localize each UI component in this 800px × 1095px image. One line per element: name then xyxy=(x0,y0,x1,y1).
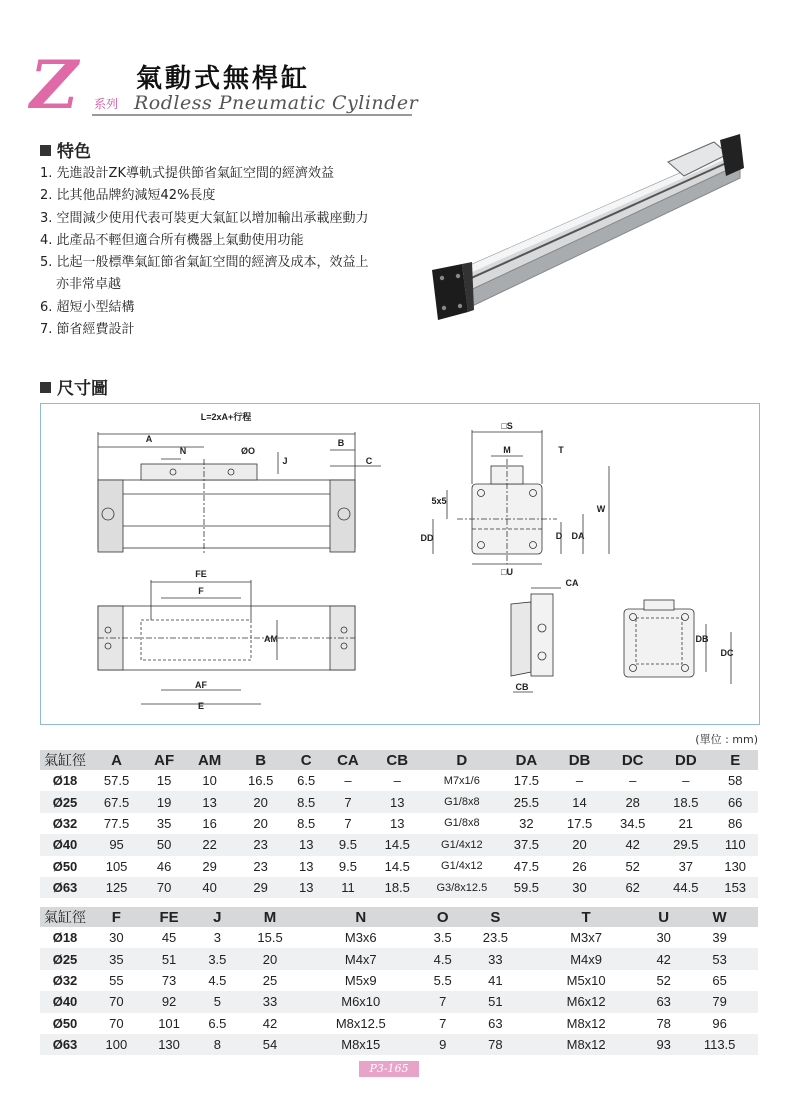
table-header-cell: FE xyxy=(143,907,196,927)
table-cell: M6x12 xyxy=(526,991,646,1012)
table-cell: 40 xyxy=(185,877,234,898)
table-cell: 44.5 xyxy=(659,877,712,898)
table-header-cell: CA xyxy=(325,750,371,770)
table-cell: – xyxy=(344,773,352,789)
table-cell: 6.5 xyxy=(297,773,316,789)
table-header-cell: N xyxy=(301,907,421,927)
table-cell: 79 xyxy=(681,991,758,1012)
dim-label-M: M xyxy=(503,445,511,455)
table-cell: 55 xyxy=(109,972,124,988)
table-row xyxy=(40,991,758,1012)
dim-label-L: L=2xA+行程 xyxy=(200,412,252,422)
table-row xyxy=(40,927,758,948)
table-cell: 11 xyxy=(325,877,371,898)
dimension-drawing xyxy=(40,403,760,725)
table-cell: 101 xyxy=(158,1015,180,1031)
table-cell: 14 xyxy=(553,791,606,812)
bore-size-cell: Ø18 xyxy=(52,930,78,946)
table-cell: 16.5 xyxy=(248,773,274,789)
table-header-cell: U xyxy=(646,907,681,927)
table-cell: 9 xyxy=(421,1034,465,1055)
table-row xyxy=(40,856,758,877)
table-cell: 100 xyxy=(90,1034,143,1055)
table-cell: 54 xyxy=(239,1034,300,1055)
dim-label-A: A xyxy=(145,434,153,444)
table-cell: 77.5 xyxy=(103,815,130,831)
table-cell: 29.5 xyxy=(659,834,712,855)
table-header-cell: AM xyxy=(185,750,234,770)
table-cell: 70 xyxy=(90,991,143,1012)
table-cell: 63 xyxy=(488,1015,503,1031)
table-cell: 153 xyxy=(712,877,758,898)
table-row xyxy=(40,1034,758,1055)
feature-item: 6. 超短小型結構 xyxy=(40,299,135,315)
header-divider xyxy=(92,114,412,116)
table-cell: 33 xyxy=(239,991,300,1012)
table-cell: 26 xyxy=(572,858,587,874)
table-cell: 53 xyxy=(681,948,758,969)
table-cell: 58 xyxy=(727,773,743,789)
table-cell: 30 xyxy=(553,877,606,898)
feature-item: 2. 比其他品牌約減短42%長度 xyxy=(40,188,216,204)
table-cell: 7 xyxy=(325,791,371,812)
table-cell: G1/4x12 xyxy=(441,860,483,873)
table-header-row xyxy=(40,750,758,770)
table-cell: 5.5 xyxy=(433,972,452,988)
table-cell: 20 xyxy=(253,815,268,831)
table-cell: 13 xyxy=(371,791,424,812)
table-cell: 113.5 xyxy=(681,1034,758,1055)
table-cell: M5x9 xyxy=(344,972,377,988)
bore-size-cell: Ø63 xyxy=(40,1034,90,1055)
table-header-cell: T xyxy=(526,907,646,927)
table-header-cell: W xyxy=(681,907,758,927)
feature-item: 1. 先進設計ZK導軌式提供節省氣缸空間的經濟效益 xyxy=(40,166,334,181)
table-row xyxy=(40,813,758,834)
dim-label-DA: DA xyxy=(571,531,585,541)
table-cell: 5 xyxy=(195,991,239,1012)
table-cell: 42 xyxy=(646,948,681,969)
table-cell: 20 xyxy=(234,791,287,812)
table-cell: M5x10 xyxy=(566,972,606,988)
dim-label-U: □U xyxy=(501,567,513,577)
dim-label-AF: AF xyxy=(195,680,207,690)
table-cell: M8x15 xyxy=(301,1034,421,1055)
table-cell: M4x7 xyxy=(301,948,421,969)
feature-item: 3. 空間減少使用代表可裝更大氣缸以增加輸出承載座動力 xyxy=(40,210,369,226)
table-cell: 33 xyxy=(465,948,526,969)
table-cell: 41 xyxy=(488,972,503,988)
feature-item: 5. 比起一般標準氣缸節省氣缸空間的經濟及成本，效益上 xyxy=(40,255,369,271)
table-cell: 28 xyxy=(606,791,659,812)
table-cell: 22 xyxy=(185,834,234,855)
bore-size-cell: Ø63 xyxy=(40,877,90,898)
page-title: 氣動式無桿缸 xyxy=(136,64,311,94)
table-cell: 17.5 xyxy=(513,773,540,789)
table-cell: 20 xyxy=(553,834,606,855)
table-cell: 3.5 xyxy=(433,930,452,946)
table-header-cell: 氣缸徑 xyxy=(40,907,90,927)
table-cell: 67.5 xyxy=(90,791,143,812)
table-cell: M6x10 xyxy=(301,991,421,1012)
table-cell: 130 xyxy=(724,858,747,874)
bore-size-cell: Ø25 xyxy=(40,948,90,969)
table-row xyxy=(40,1013,758,1034)
dim-label-B: B xyxy=(337,438,345,448)
table-cell: 34.5 xyxy=(620,815,646,831)
bore-size-cell: Ø18 xyxy=(52,773,78,789)
table-cell: 30 xyxy=(109,930,124,946)
table-header-cell: CB xyxy=(371,750,424,770)
table-header-cell: DD xyxy=(659,750,712,770)
table-header-row xyxy=(40,907,758,927)
table-cell: 9.5 xyxy=(338,858,357,874)
table-row xyxy=(40,970,758,991)
table-header-cell: 氣缸徑 xyxy=(40,750,90,770)
table-cell: 8.5 xyxy=(287,791,325,812)
table-cell: 57.5 xyxy=(103,773,130,789)
table-cell: 92 xyxy=(143,991,196,1012)
table-cell: 42 xyxy=(262,1015,278,1031)
table-cell: G1/8x8 xyxy=(424,791,500,812)
dim-label-S: □S xyxy=(501,421,513,431)
table-cell: 15.5 xyxy=(257,930,283,946)
table-cell: G3/8x12.5 xyxy=(424,877,500,898)
table-header-cell: D xyxy=(424,750,500,770)
table-cell: 50 xyxy=(143,834,185,855)
table-header-cell: A xyxy=(90,750,143,770)
table-cell: M3x6 xyxy=(344,930,377,946)
table-cell: 62 xyxy=(606,877,659,898)
table-cell: 37 xyxy=(678,858,694,874)
dim-label-F: F xyxy=(198,586,204,596)
table-header-cell: M xyxy=(239,907,300,927)
table-cell: 52 xyxy=(625,858,640,874)
table-header-cell: S xyxy=(465,907,526,927)
table-cell: 125 xyxy=(90,877,143,898)
feature-list xyxy=(40,163,430,341)
table-cell: G1/8x8 xyxy=(444,817,480,830)
bore-size-cell: Ø40 xyxy=(40,991,90,1012)
table-cell: 86 xyxy=(727,815,743,831)
spec-table-1 xyxy=(40,750,758,898)
table-cell: 110 xyxy=(712,834,758,855)
end-view xyxy=(433,430,609,564)
feature-item-continued: 亦非常卓越 xyxy=(56,277,122,293)
table-row xyxy=(40,791,758,812)
table-cell: 78 xyxy=(656,1015,671,1031)
table-cell: 42 xyxy=(606,834,659,855)
table-cell: M8x12 xyxy=(526,1034,646,1055)
table-cell: 18.5 xyxy=(659,791,712,812)
table-cell: 66 xyxy=(712,791,758,812)
table-cell: 6.5 xyxy=(208,1015,227,1031)
table-header-cell: AF xyxy=(143,750,185,770)
table-cell: 16 xyxy=(202,815,217,831)
table-cell: 13 xyxy=(185,791,234,812)
table-cell: 105 xyxy=(105,858,128,874)
dim-label-CA: CA xyxy=(565,578,579,588)
table-cell: 10 xyxy=(202,773,217,789)
table-cell: M7x1/6 xyxy=(443,774,480,787)
table-cell: 8 xyxy=(195,1034,239,1055)
table-header-cell: DA xyxy=(500,750,553,770)
spec-table-2 xyxy=(40,907,758,1055)
bottom-view xyxy=(98,580,355,704)
table-cell: 4.5 xyxy=(421,948,465,969)
table-cell: 14.5 xyxy=(384,858,410,874)
rear-view xyxy=(624,600,731,684)
bore-size-cell: Ø25 xyxy=(40,791,90,812)
unit-note: (單位 : mm) xyxy=(695,733,758,746)
table-header-cell: E xyxy=(712,750,758,770)
table-cell: 35 xyxy=(90,948,143,969)
table-cell: 23.5 xyxy=(482,930,509,946)
page-number: P3-165 xyxy=(359,1061,419,1077)
table-cell: M3x7 xyxy=(570,930,603,946)
table-cell: 30 xyxy=(656,930,671,946)
front-view xyxy=(98,432,381,554)
features-heading: 特色 xyxy=(40,137,91,162)
table-row xyxy=(40,948,758,969)
dim-label-DB: DB xyxy=(695,634,709,644)
table-cell: 70 xyxy=(143,877,185,898)
table-header-cell: DC xyxy=(606,750,659,770)
table-cell: 35 xyxy=(156,815,172,831)
table-cell: 18.5 xyxy=(371,877,424,898)
side-view xyxy=(511,588,561,692)
table-cell: 23 xyxy=(253,858,268,874)
table-cell: 4.5 xyxy=(208,972,227,988)
bore-size-cell: Ø40 xyxy=(40,834,90,855)
table-cell: 65 xyxy=(712,972,727,988)
table-cell: 47.5 xyxy=(513,858,540,874)
table-cell: 59.5 xyxy=(500,877,553,898)
dim-label-5x5: 5x5 xyxy=(431,496,447,506)
table-cell: 130 xyxy=(143,1034,196,1055)
table-cell: 63 xyxy=(646,991,681,1012)
table-cell: 13 xyxy=(287,834,325,855)
table-cell: 70 xyxy=(109,1015,124,1031)
table-cell: 17.5 xyxy=(566,815,593,831)
table-cell: 25 xyxy=(262,972,278,988)
table-cell: 3 xyxy=(213,930,221,946)
dim-label-C: C xyxy=(365,456,373,466)
table-cell: 7 xyxy=(439,1015,447,1031)
dim-label-J: J xyxy=(282,456,288,466)
feature-item: 7. 節省經費設計 xyxy=(40,322,135,338)
table-cell: – xyxy=(393,773,401,789)
feature-item: 4. 此產品不輕但適合所有機器上氣動使用功能 xyxy=(40,232,304,248)
table-cell: – xyxy=(682,773,690,789)
dim-label-DC: DC xyxy=(720,648,734,658)
table-cell: 46 xyxy=(156,858,172,874)
table-cell: 21 xyxy=(678,815,694,831)
table-cell: M8x12.5 xyxy=(335,1015,386,1031)
table-cell: M8x12 xyxy=(566,1015,606,1031)
dim-label-DD: DD xyxy=(420,533,434,543)
table-cell: 32 xyxy=(519,815,534,831)
table-cell: 52 xyxy=(656,972,671,988)
dim-label-T: T xyxy=(558,445,564,455)
table-cell: 13 xyxy=(287,877,325,898)
dim-label-D: D xyxy=(555,531,563,541)
table-header-cell: C xyxy=(287,750,325,770)
table-cell: 93 xyxy=(646,1034,681,1055)
bore-size-cell: Ø50 xyxy=(52,1015,78,1031)
table-cell: 39 xyxy=(712,930,727,946)
page-subtitle: Rodless Pneumatic Cylinder xyxy=(134,92,419,114)
table-row xyxy=(40,877,758,898)
series-label: 系列 xyxy=(94,97,119,111)
table-cell: 96 xyxy=(712,1015,727,1031)
dim-label-AM: AM xyxy=(264,634,278,644)
table-cell: 13 xyxy=(390,815,405,831)
bore-size-cell: Ø32 xyxy=(52,815,78,831)
table-cell: 29 xyxy=(202,858,217,874)
table-cell: 13 xyxy=(298,858,314,874)
table-cell: 3.5 xyxy=(195,948,239,969)
table-cell: 15 xyxy=(156,773,172,789)
table-row xyxy=(40,770,758,791)
table-cell: 9.5 xyxy=(325,834,371,855)
table-header-cell: O xyxy=(421,907,465,927)
bore-size-cell: Ø32 xyxy=(52,972,78,988)
dim-label-W: W xyxy=(596,504,606,514)
dim-label-FE: FE xyxy=(195,569,207,579)
square-bullet-icon xyxy=(40,145,51,156)
table-cell: 23 xyxy=(234,834,287,855)
table-cell: 19 xyxy=(143,791,185,812)
table-header-cell: DB xyxy=(553,750,606,770)
table-header-cell: F xyxy=(90,907,143,927)
table-cell: 78 xyxy=(465,1034,526,1055)
dim-label-CB: CB xyxy=(515,682,529,692)
dim-label-O: ØO xyxy=(240,446,256,456)
product-image xyxy=(428,134,758,324)
table-cell: 37.5 xyxy=(500,834,553,855)
table-cell: 7 xyxy=(421,991,465,1012)
table-cell: 8.5 xyxy=(297,815,316,831)
table-cell: 29 xyxy=(234,877,287,898)
table-cell: 14.5 xyxy=(371,834,424,855)
table-cell: 25.5 xyxy=(500,791,553,812)
series-letter: Z xyxy=(30,46,79,124)
dim-label-N: N xyxy=(179,446,187,456)
square-bullet-icon xyxy=(40,382,51,393)
bore-size-cell: Ø50 xyxy=(52,858,78,874)
table-cell: – xyxy=(629,773,637,789)
table-cell: 73 xyxy=(161,972,177,988)
table-cell: M4x9 xyxy=(526,948,646,969)
table-row xyxy=(40,834,758,855)
table-cell: 51 xyxy=(465,991,526,1012)
table-cell: 20 xyxy=(239,948,300,969)
table-cell: 51 xyxy=(143,948,196,969)
table-header-cell: B xyxy=(234,750,287,770)
table-cell: 7 xyxy=(344,815,352,831)
table-cell: – xyxy=(575,773,584,789)
table-cell: 45 xyxy=(161,930,177,946)
dimensions-heading: 尺寸圖 xyxy=(40,374,108,399)
table-header-cell: J xyxy=(195,907,239,927)
dim-label-E: E xyxy=(197,701,205,711)
table-cell: 95 xyxy=(90,834,143,855)
table-cell: G1/4x12 xyxy=(424,834,500,855)
